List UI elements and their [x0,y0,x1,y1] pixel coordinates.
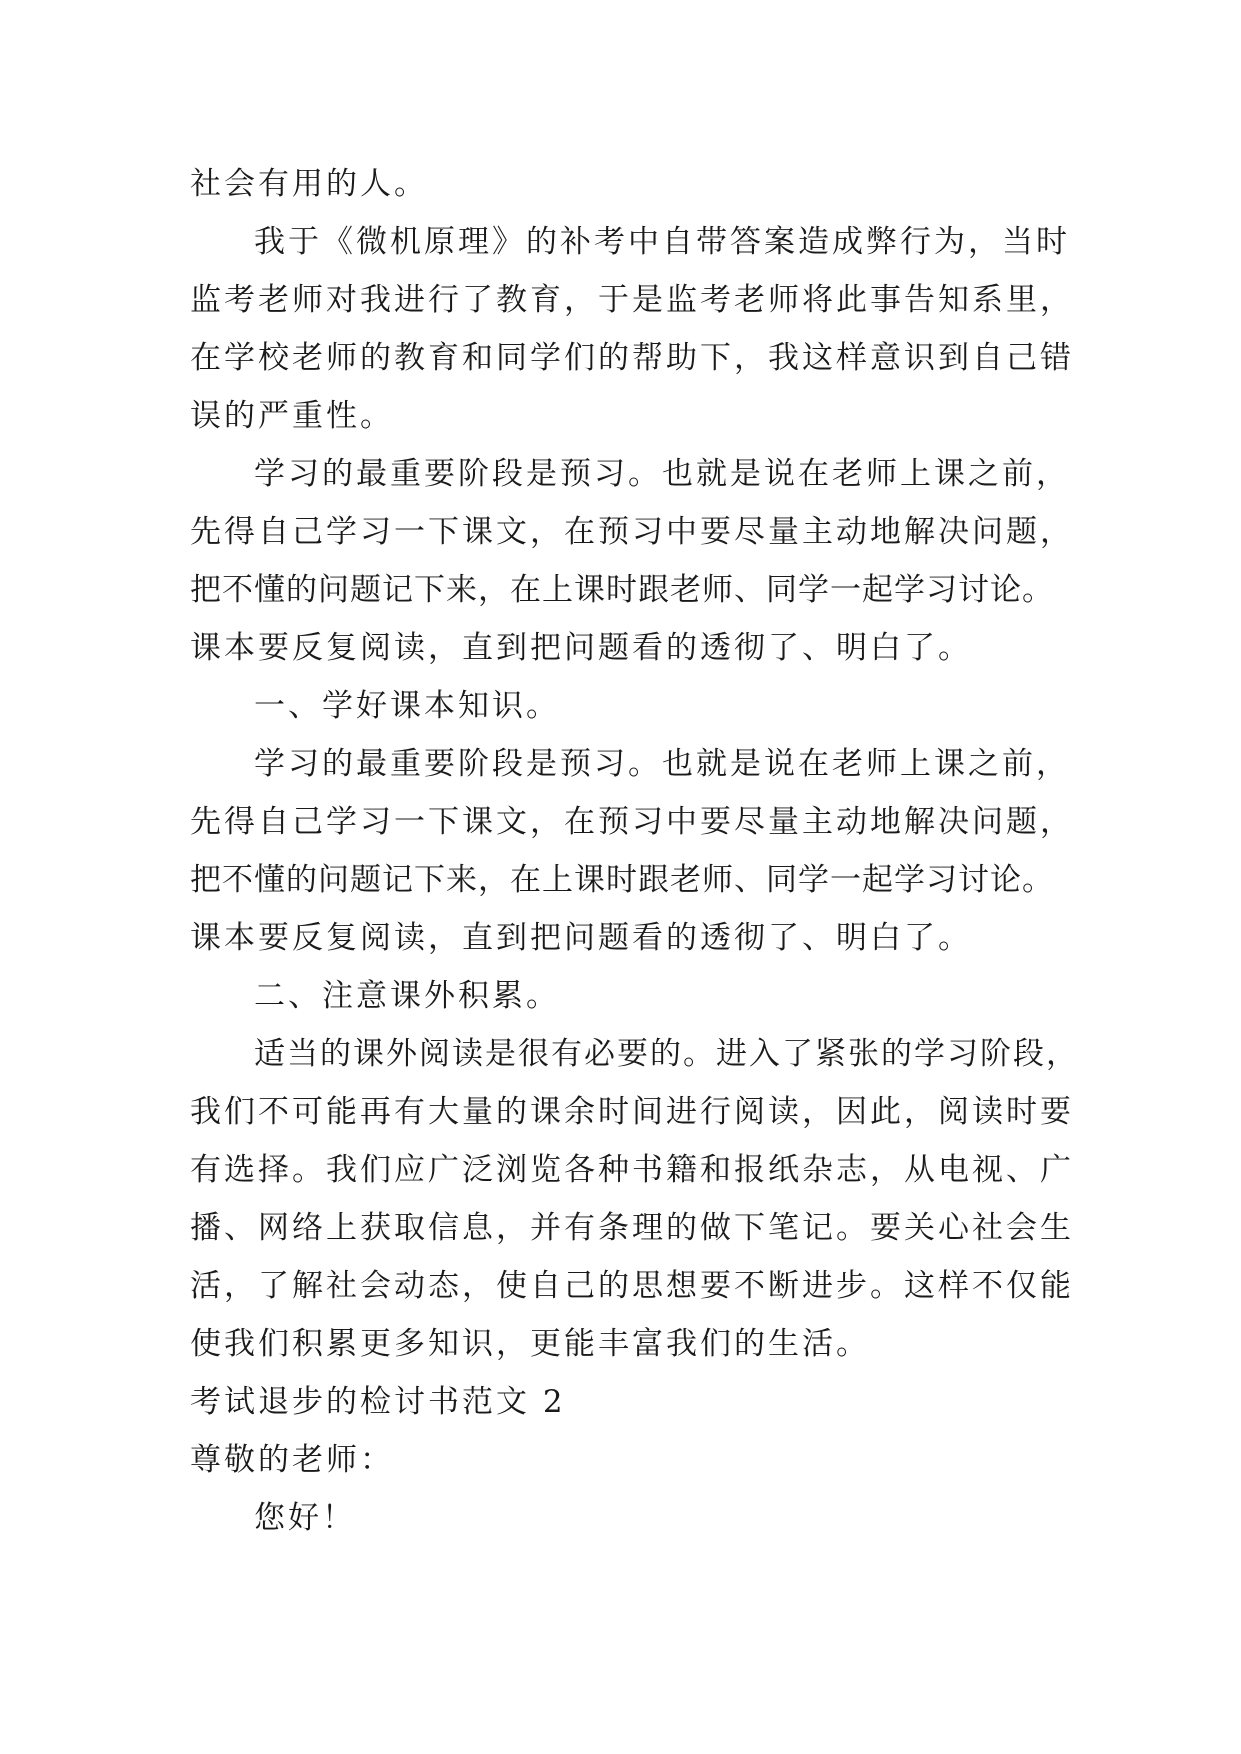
heading-learn-textbook [190,677,1070,735]
text-line: 播、网络上获取信息，并有条理的做下笔记。要关心社会生 [190,1210,1074,1246]
paragraph-preview-study-repeat [190,735,1074,967]
text-line: 先得自己学习一下课文，在预习中要尽量主动地解决问题， [190,514,1074,550]
text-line: 尊敬的老师： [190,1442,394,1478]
paragraph-closing-line [190,155,1070,213]
text-line: 学习的最重要阶段是预习。也就是说在老师上课之前， [254,746,1070,782]
text-line: 考试退步的检讨书范文 2 [190,1384,566,1420]
text-line: 把不懂的问题记下来，在上课时跟老师、同学一起学习讨论。 [190,572,1054,608]
text-line: 先得自己学习一下课文，在预习中要尽量主动地解决问题， [190,804,1074,840]
text-line: 学习的最重要阶段是预习。也就是说在老师上课之前， [254,456,1070,492]
text-line: 误的严重性。 [190,398,394,434]
paragraph-extracurricular-reading [190,1025,1079,1373]
section-title-sample-2 [190,1373,1070,1431]
text-line: 课本要反复阅读，直到把问题看的透彻了、明白了。 [190,920,972,956]
document-body [190,155,1079,1547]
text-line: 我们不可能再有大量的课余时间进行阅读，因此，阅读时要 [190,1094,1074,1130]
salutation [190,1431,1070,1489]
text-line: 您好！ [254,1500,356,1536]
text-line: 适当的课外阅读是很有必要的。进入了紧张的学习阶段， [254,1036,1079,1072]
greeting [190,1489,1070,1547]
paragraph-exam-incident [190,213,1074,445]
text-line: 课本要反复阅读，直到把问题看的透彻了、明白了。 [190,630,972,666]
text-line: 一、学好课本知识。 [254,688,560,724]
text-line: 有选择。我们应广泛浏览各种书籍和报纸杂志，从电视、广 [190,1152,1074,1188]
text-line: 二、注意课外积累。 [254,978,560,1014]
text-line: 我于《微机原理》的补考中自带答案造成弊行为，当时 [254,224,1070,260]
text-line: 活，了解社会动态，使自己的思想要不断进步。这样不仅能 [190,1268,1074,1304]
text-line: 使我们积累更多知识，更能丰富我们的生活。 [190,1326,870,1362]
text-line: 监考老师对我进行了教育，于是监考老师将此事告知系里， [190,282,1074,318]
text-line: 在学校老师的教育和同学们的帮助下，我这样意识到自己错 [190,340,1074,376]
text-line: 把不懂的问题记下来，在上课时跟老师、同学一起学习讨论。 [190,862,1054,898]
text-line: 社会有用的人。 [190,166,428,202]
paragraph-preview-study [190,445,1074,677]
heading-extracurricular [190,967,1070,1025]
